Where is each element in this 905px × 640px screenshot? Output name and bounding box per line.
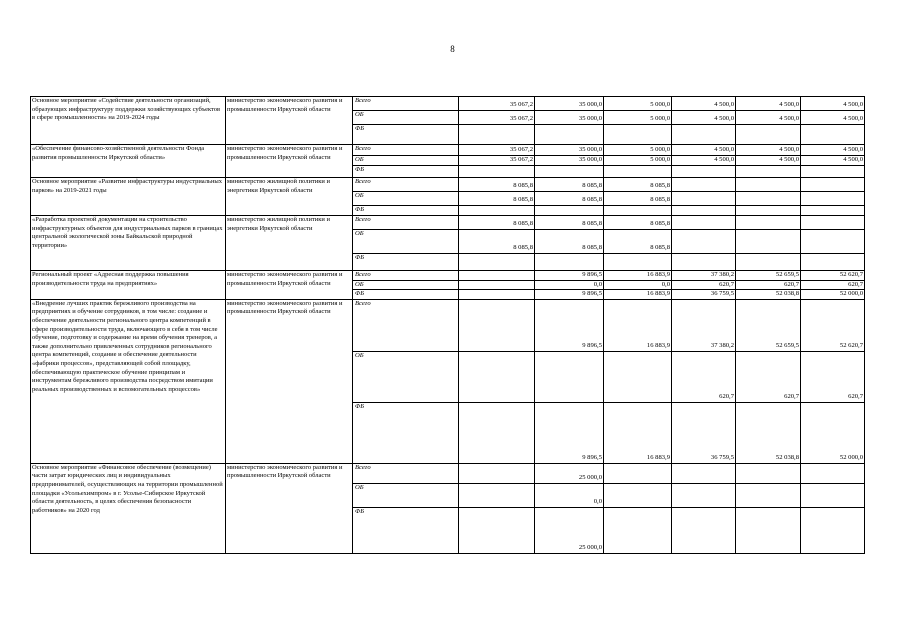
amount-cell: 9 896,5	[535, 290, 604, 300]
amount-cell: 8 085,8	[604, 216, 672, 230]
amount-cell	[736, 483, 801, 507]
amount-cell: 8 085,8	[535, 230, 604, 254]
amount-cell: 35 000,0	[535, 156, 604, 166]
amount-cell: 8 085,8	[459, 230, 535, 254]
amount-cell	[459, 125, 535, 145]
amount-cell: 0,0	[535, 483, 604, 507]
measure-name-cell: Основное мероприятие «Развитие инфраструктуры индустриальных парков» на 2019-2021 годы	[31, 178, 226, 216]
amount-cell: 8 085,8	[604, 192, 672, 206]
amount-cell	[801, 178, 865, 192]
amount-cell	[672, 178, 736, 192]
table-row	[31, 271, 865, 281]
budget-table	[30, 96, 865, 554]
amount-cell	[801, 230, 865, 254]
amount-cell	[459, 280, 535, 290]
amount-cell	[736, 206, 801, 216]
amount-cell: 4 500,0	[736, 97, 801, 111]
amount-cell	[672, 507, 736, 553]
measure-name-cell: «Обеспечение финансово-хозяйственной деятельности Фонда развития промышленности Иркутской области»	[31, 145, 226, 178]
amount-cell	[604, 125, 672, 145]
amount-cell: 9 896,5	[535, 402, 604, 463]
amount-cell	[459, 271, 535, 281]
amount-cell	[459, 254, 535, 271]
amount-cell: 4 500,0	[672, 145, 736, 156]
measure-name-cell: Региональный проект «Адресная поддержка повышения производительности труда на предприятиях»	[31, 271, 226, 300]
amount-cell	[672, 125, 736, 145]
amount-cell	[801, 166, 865, 178]
amount-cell: 620,7	[801, 351, 865, 402]
amount-cell: 4 500,0	[672, 111, 736, 125]
amount-cell	[801, 254, 865, 271]
budget-level-cell: ОБ	[353, 483, 459, 507]
amount-cell	[604, 507, 672, 553]
amount-cell	[736, 507, 801, 553]
table-row	[31, 299, 865, 351]
measure-name-cell: Основное мероприятие «Содействие деятельности организаций, образующих инфраструктуру поддержки хозяйствующих субъектов в сфере промышленности» на 2019-2024 годы	[31, 97, 226, 145]
amount-cell: 620,7	[672, 351, 736, 402]
amount-cell	[801, 125, 865, 145]
table-row	[31, 178, 865, 192]
budget-level-cell: ФБ	[353, 402, 459, 463]
amount-cell	[672, 192, 736, 206]
page-number: 8	[450, 44, 455, 54]
budget-level-cell: Всего	[353, 463, 459, 483]
amount-cell: 52 620,7	[801, 299, 865, 351]
amount-cell	[459, 166, 535, 178]
amount-cell: 4 500,0	[736, 156, 801, 166]
budget-level-cell: ФБ	[353, 290, 459, 300]
amount-cell: 25 000,0	[535, 463, 604, 483]
amount-cell	[535, 125, 604, 145]
amount-cell: 35 067,2	[459, 145, 535, 156]
amount-cell	[801, 507, 865, 553]
amount-cell: 35 000,0	[535, 97, 604, 111]
amount-cell: 52 000,0	[801, 402, 865, 463]
measure-name-cell: Основное мероприятие «Финансовое обеспечение (возмещение) части затрат юридических лиц и индивидуальных предпринимателей, осуществляющих на территории промышленной площадки «Усольехимпром» в г. Усолье-Сибирское Иркутской области деятельность, в целях обеспечения безопасности работников» на 2020 год	[31, 463, 226, 553]
amount-cell	[672, 216, 736, 230]
amount-cell	[736, 166, 801, 178]
amount-cell	[672, 483, 736, 507]
table-row	[31, 97, 865, 111]
amount-cell: 9 896,5	[535, 299, 604, 351]
amount-cell: 4 500,0	[801, 156, 865, 166]
amount-cell	[801, 216, 865, 230]
amount-cell	[672, 206, 736, 216]
amount-cell: 8 085,8	[535, 216, 604, 230]
budget-level-cell: ОБ	[353, 156, 459, 166]
measure-name-cell: «Внедрение лучших практик бережливого производства на предприятиях и обучение сотрудников, в том числе: создание и обеспечение деятельности регионального центра компетенций в сфере производительности труда, включающего в себя в том числе обучение, подготовку и содержание на время обучения тренеров, а также дополнительно привлеченных сотрудников регионального центра компетенций, создание и обеспечение деятельности «фабрики процессов», представляющей собой площадку, обеспечивающую практическое обучение принципам и инструментам бережливого производства посредством имитации реальных производственных и вспомогательных процессов»	[31, 299, 226, 463]
amount-cell	[604, 166, 672, 178]
responsible-org-cell: министерство жилищной политики и энергетики Иркутской области	[226, 178, 353, 216]
amount-cell: 36 759,5	[672, 402, 736, 463]
budget-level-cell: ОБ	[353, 230, 459, 254]
budget-level-cell: Всего	[353, 216, 459, 230]
amount-cell: 5 000,0	[604, 156, 672, 166]
amount-cell	[736, 463, 801, 483]
amount-cell	[535, 254, 604, 271]
amount-cell: 16 883,9	[604, 271, 672, 281]
budget-level-cell: Всего	[353, 178, 459, 192]
amount-cell	[459, 463, 535, 483]
amount-cell: 16 883,9	[604, 299, 672, 351]
amount-cell	[801, 192, 865, 206]
budget-level-cell: ФБ	[353, 507, 459, 553]
budget-level-cell: ОБ	[353, 280, 459, 290]
amount-cell: 620,7	[736, 280, 801, 290]
budget-level-cell: Всего	[353, 299, 459, 351]
amount-cell: 4 500,0	[801, 111, 865, 125]
amount-cell	[459, 206, 535, 216]
amount-cell: 35 067,2	[459, 97, 535, 111]
amount-cell	[459, 483, 535, 507]
amount-cell: 52 659,5	[736, 299, 801, 351]
amount-cell: 52 038,8	[736, 402, 801, 463]
amount-cell	[736, 254, 801, 271]
amount-cell	[736, 216, 801, 230]
amount-cell	[672, 166, 736, 178]
responsible-org-cell: министерство экономического развития и промышленности Иркутской области	[226, 299, 353, 463]
measure-name-cell: «Разработка проектной документации на строительство инфраструктурных объектов для индустриальных парков в границах центральной экологической зоны Байкальской природной территории»	[31, 216, 226, 271]
amount-cell	[736, 192, 801, 206]
amount-cell	[535, 166, 604, 178]
budget-level-cell: Всего	[353, 97, 459, 111]
amount-cell	[801, 483, 865, 507]
amount-cell: 25 000,0	[535, 507, 604, 553]
amount-cell	[736, 125, 801, 145]
amount-cell: 5 000,0	[604, 145, 672, 156]
amount-cell	[535, 351, 604, 402]
budget-level-cell: ФБ	[353, 254, 459, 271]
amount-cell: 35 000,0	[535, 111, 604, 125]
amount-cell: 35 000,0	[535, 145, 604, 156]
amount-cell: 16 883,9	[604, 402, 672, 463]
amount-cell	[672, 230, 736, 254]
responsible-org-cell: министерство экономического развития и промышленности Иркутской области	[226, 145, 353, 178]
responsible-org-cell: министерство жилищной политики и энергетики Иркутской области	[226, 216, 353, 271]
amount-cell: 8 085,8	[459, 178, 535, 192]
amount-cell: 4 500,0	[672, 156, 736, 166]
amount-cell: 4 500,0	[672, 97, 736, 111]
amount-cell: 37 380,2	[672, 271, 736, 281]
amount-cell: 620,7	[801, 280, 865, 290]
amount-cell	[604, 254, 672, 271]
budget-level-cell: ФБ	[353, 206, 459, 216]
table-row	[31, 145, 865, 156]
amount-cell: 8 085,8	[535, 178, 604, 192]
amount-cell: 8 085,8	[535, 192, 604, 206]
amount-cell: 8 085,8	[459, 192, 535, 206]
responsible-org-cell: министерство экономического развития и промышленности Иркутской области	[226, 271, 353, 300]
amount-cell	[672, 254, 736, 271]
amount-cell: 35 067,2	[459, 156, 535, 166]
amount-cell: 36 759,5	[672, 290, 736, 300]
responsible-org-cell: министерство экономического развития и промышленности Иркутской области	[226, 463, 353, 553]
budget-level-cell: ФБ	[353, 125, 459, 145]
amount-cell: 0,0	[604, 280, 672, 290]
amount-cell	[459, 402, 535, 463]
amount-cell	[801, 463, 865, 483]
amount-cell	[604, 351, 672, 402]
budget-level-cell: Всего	[353, 271, 459, 281]
budget-level-cell: ОБ	[353, 351, 459, 402]
amount-cell: 620,7	[672, 280, 736, 290]
budget-level-cell: ОБ	[353, 111, 459, 125]
amount-cell	[459, 351, 535, 402]
budget-level-cell: ФБ	[353, 166, 459, 178]
amount-cell: 4 500,0	[736, 145, 801, 156]
amount-cell: 52 000,0	[801, 290, 865, 300]
amount-cell: 5 000,0	[604, 111, 672, 125]
amount-cell	[604, 463, 672, 483]
amount-cell: 9 896,5	[535, 271, 604, 281]
amount-cell: 37 380,2	[672, 299, 736, 351]
budget-level-cell: ОБ	[353, 192, 459, 206]
amount-cell: 8 085,8	[604, 178, 672, 192]
amount-cell: 16 883,9	[604, 290, 672, 300]
amount-cell	[604, 206, 672, 216]
amount-cell	[459, 299, 535, 351]
amount-cell: 4 500,0	[801, 145, 865, 156]
amount-cell	[535, 206, 604, 216]
amount-cell: 35 067,2	[459, 111, 535, 125]
amount-cell: 8 085,8	[459, 216, 535, 230]
amount-cell: 0,0	[535, 280, 604, 290]
amount-cell: 52 620,7	[801, 271, 865, 281]
amount-cell: 4 500,0	[736, 111, 801, 125]
amount-cell: 52 659,5	[736, 271, 801, 281]
amount-cell	[736, 178, 801, 192]
amount-cell: 620,7	[736, 351, 801, 402]
amount-cell	[604, 483, 672, 507]
amount-cell	[459, 290, 535, 300]
amount-cell: 8 085,8	[604, 230, 672, 254]
table-row	[31, 463, 865, 483]
amount-cell: 5 000,0	[604, 97, 672, 111]
amount-cell: 4 500,0	[801, 97, 865, 111]
budget-level-cell: Всего	[353, 145, 459, 156]
responsible-org-cell: министерство экономического развития и промышленности Иркутской области	[226, 97, 353, 145]
amount-cell	[736, 230, 801, 254]
amount-cell	[459, 507, 535, 553]
amount-cell: 52 038,8	[736, 290, 801, 300]
table-row	[31, 216, 865, 230]
amount-cell	[801, 206, 865, 216]
amount-cell	[672, 463, 736, 483]
